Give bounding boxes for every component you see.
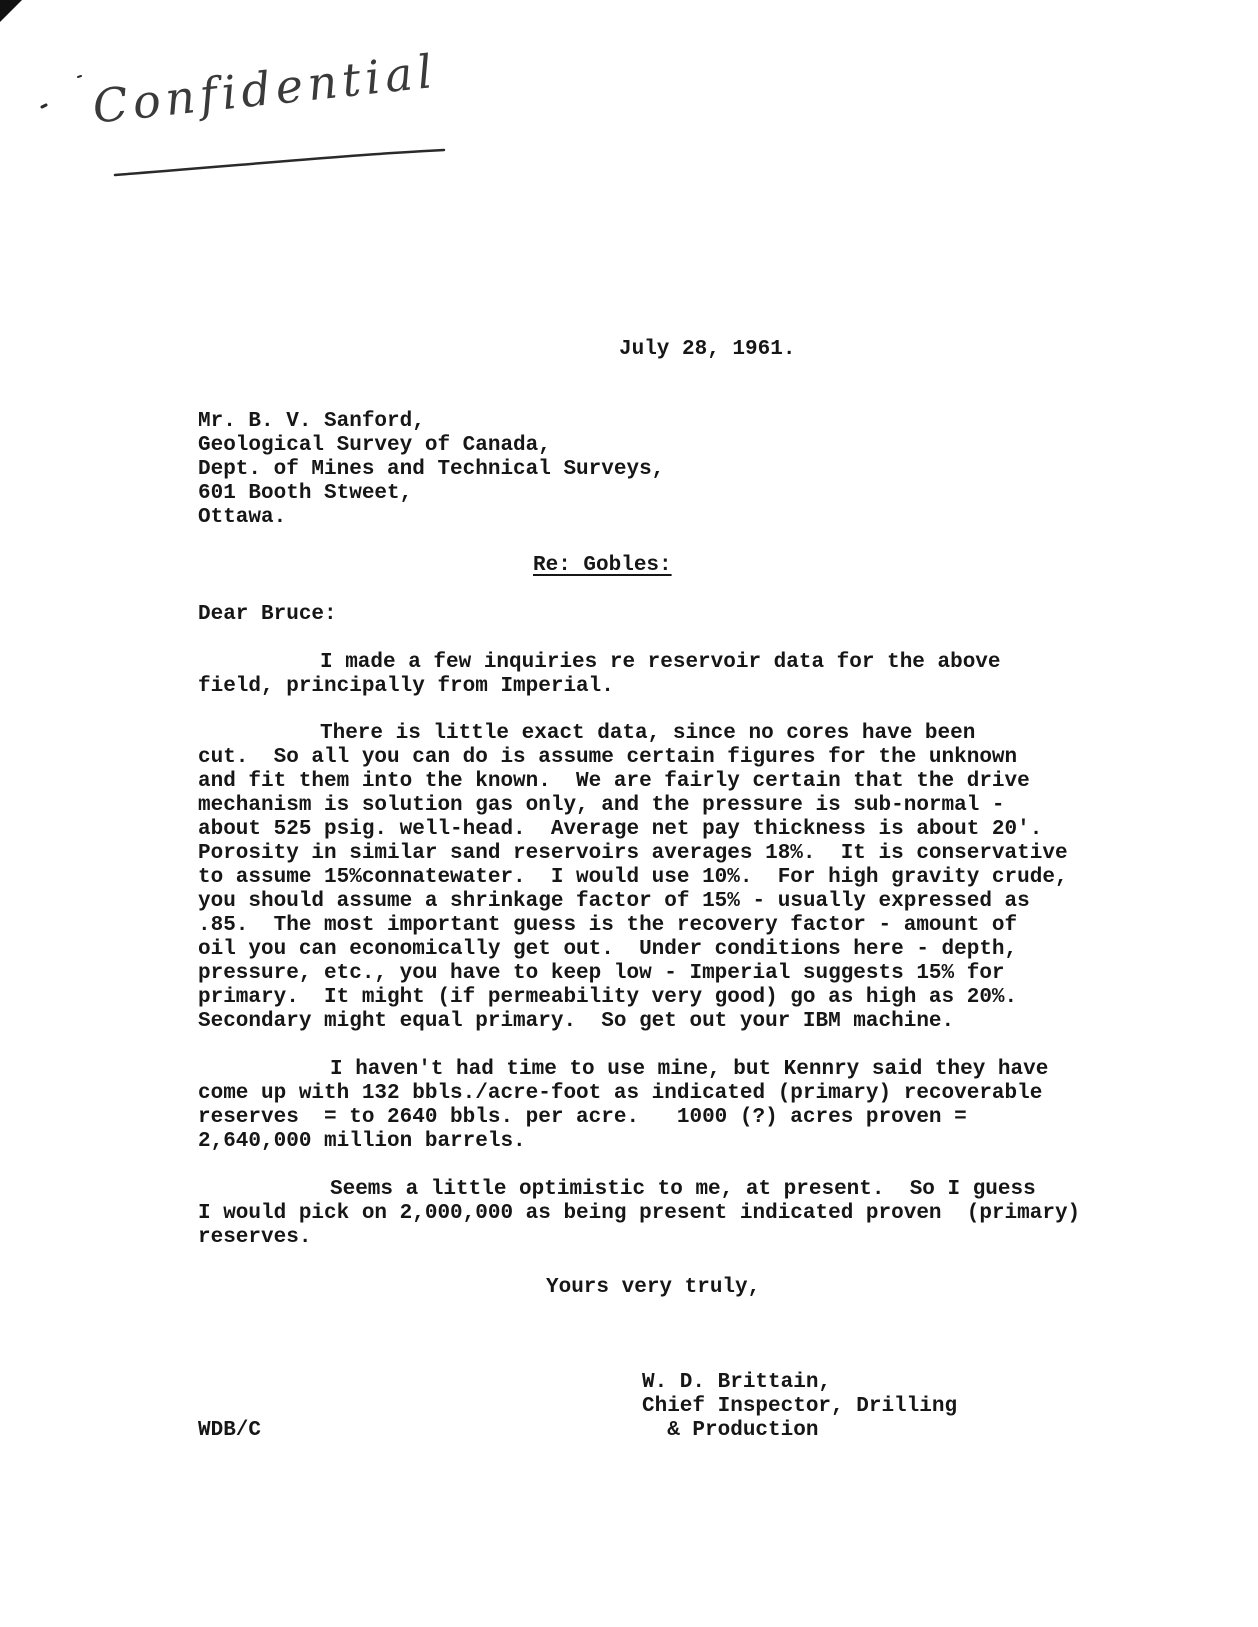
recipient-street: 601 Booth Stweet,: [198, 482, 413, 505]
paragraph-3-line: reserves = to 2640 bbls. per acre. 1000 (?) acres proven =: [198, 1106, 967, 1129]
paragraph-2-line: and fit them into the known. We are fairly certain that the drive: [198, 770, 1030, 793]
paragraph-3-line: I haven't had time to use mine, but Kennry said they have: [330, 1058, 1049, 1081]
reference-initials: WDB/C: [198, 1419, 262, 1442]
confidential-annotation: Confidential: [90, 43, 440, 134]
signature-title: Chief Inspector, Drilling: [642, 1395, 958, 1418]
paragraph-4-line: I would pick on 2,000,000 as being present indicated proven (primary): [198, 1202, 1081, 1225]
recipient-city: Ottawa.: [198, 506, 287, 529]
paragraph-2-line: pressure, etc., you have to keep low - Imperial suggests 15% for: [198, 962, 1005, 985]
letter-date: July 28, 1961.: [619, 338, 796, 361]
closing: Yours very truly,: [546, 1276, 761, 1299]
paragraph-2-line: oil you can economically get out. Under conditions here - depth,: [198, 938, 1018, 961]
paragraph-2-line: Porosity in similar sand reservoirs averages 18%. It is conservative: [198, 842, 1068, 865]
paragraph-2-line: to assume 15%connatewater. I would use 10%. For high gravity crude,: [198, 866, 1068, 889]
signature-name: W. D. Brittain,: [642, 1371, 832, 1394]
paragraph-2-line: cut. So all you can do is assume certain figures for the unknown: [198, 746, 1018, 769]
signature-title-continued: & Production: [642, 1419, 819, 1442]
recipient-department: Dept. of Mines and Technical Surveys,: [198, 458, 665, 481]
paragraph-2-line: There is little exact data, since no cores have been: [320, 722, 976, 745]
paragraph-4-line: reserves.: [198, 1226, 312, 1249]
subject-line: Re: Gobles:: [533, 554, 672, 577]
salutation: Dear Bruce:: [198, 603, 337, 626]
paragraph-1-line: field, principally from Imperial.: [198, 675, 614, 698]
paragraph-2-line: mechanism is solution gas only, and the pressure is sub-normal -: [198, 794, 1005, 817]
paragraph-1-line: I made a few inquiries re reservoir data for the above: [320, 651, 1001, 674]
paragraph-3-line: 2,640,000 million barrels.: [198, 1130, 526, 1153]
paragraph-2-line: Secondary might equal primary. So get out your IBM machine.: [198, 1010, 955, 1033]
paragraph-2-line: .85. The most important guess is the recovery factor - amount of: [198, 914, 1018, 937]
paragraph-2-line: you should assume a shrinkage factor of 15% - usually expressed as: [198, 890, 1030, 913]
paragraph-2-line: about 525 psig. well-head. Average net pay thickness is about 20'.: [198, 818, 1043, 841]
recipient-name: Mr. B. V. Sanford,: [198, 410, 425, 433]
paragraph-4-line: Seems a little optimistic to me, at present. So I guess: [330, 1178, 1036, 1201]
paragraph-3-line: come up with 132 bbls./acre-foot as indicated (primary) recoverable: [198, 1082, 1043, 1105]
paragraph-2-line: primary. It might (if permeability very good) go as high as 20%.: [198, 986, 1018, 1009]
recipient-organization: Geological Survey of Canada,: [198, 434, 551, 457]
corner-mark: [0, 0, 22, 22]
